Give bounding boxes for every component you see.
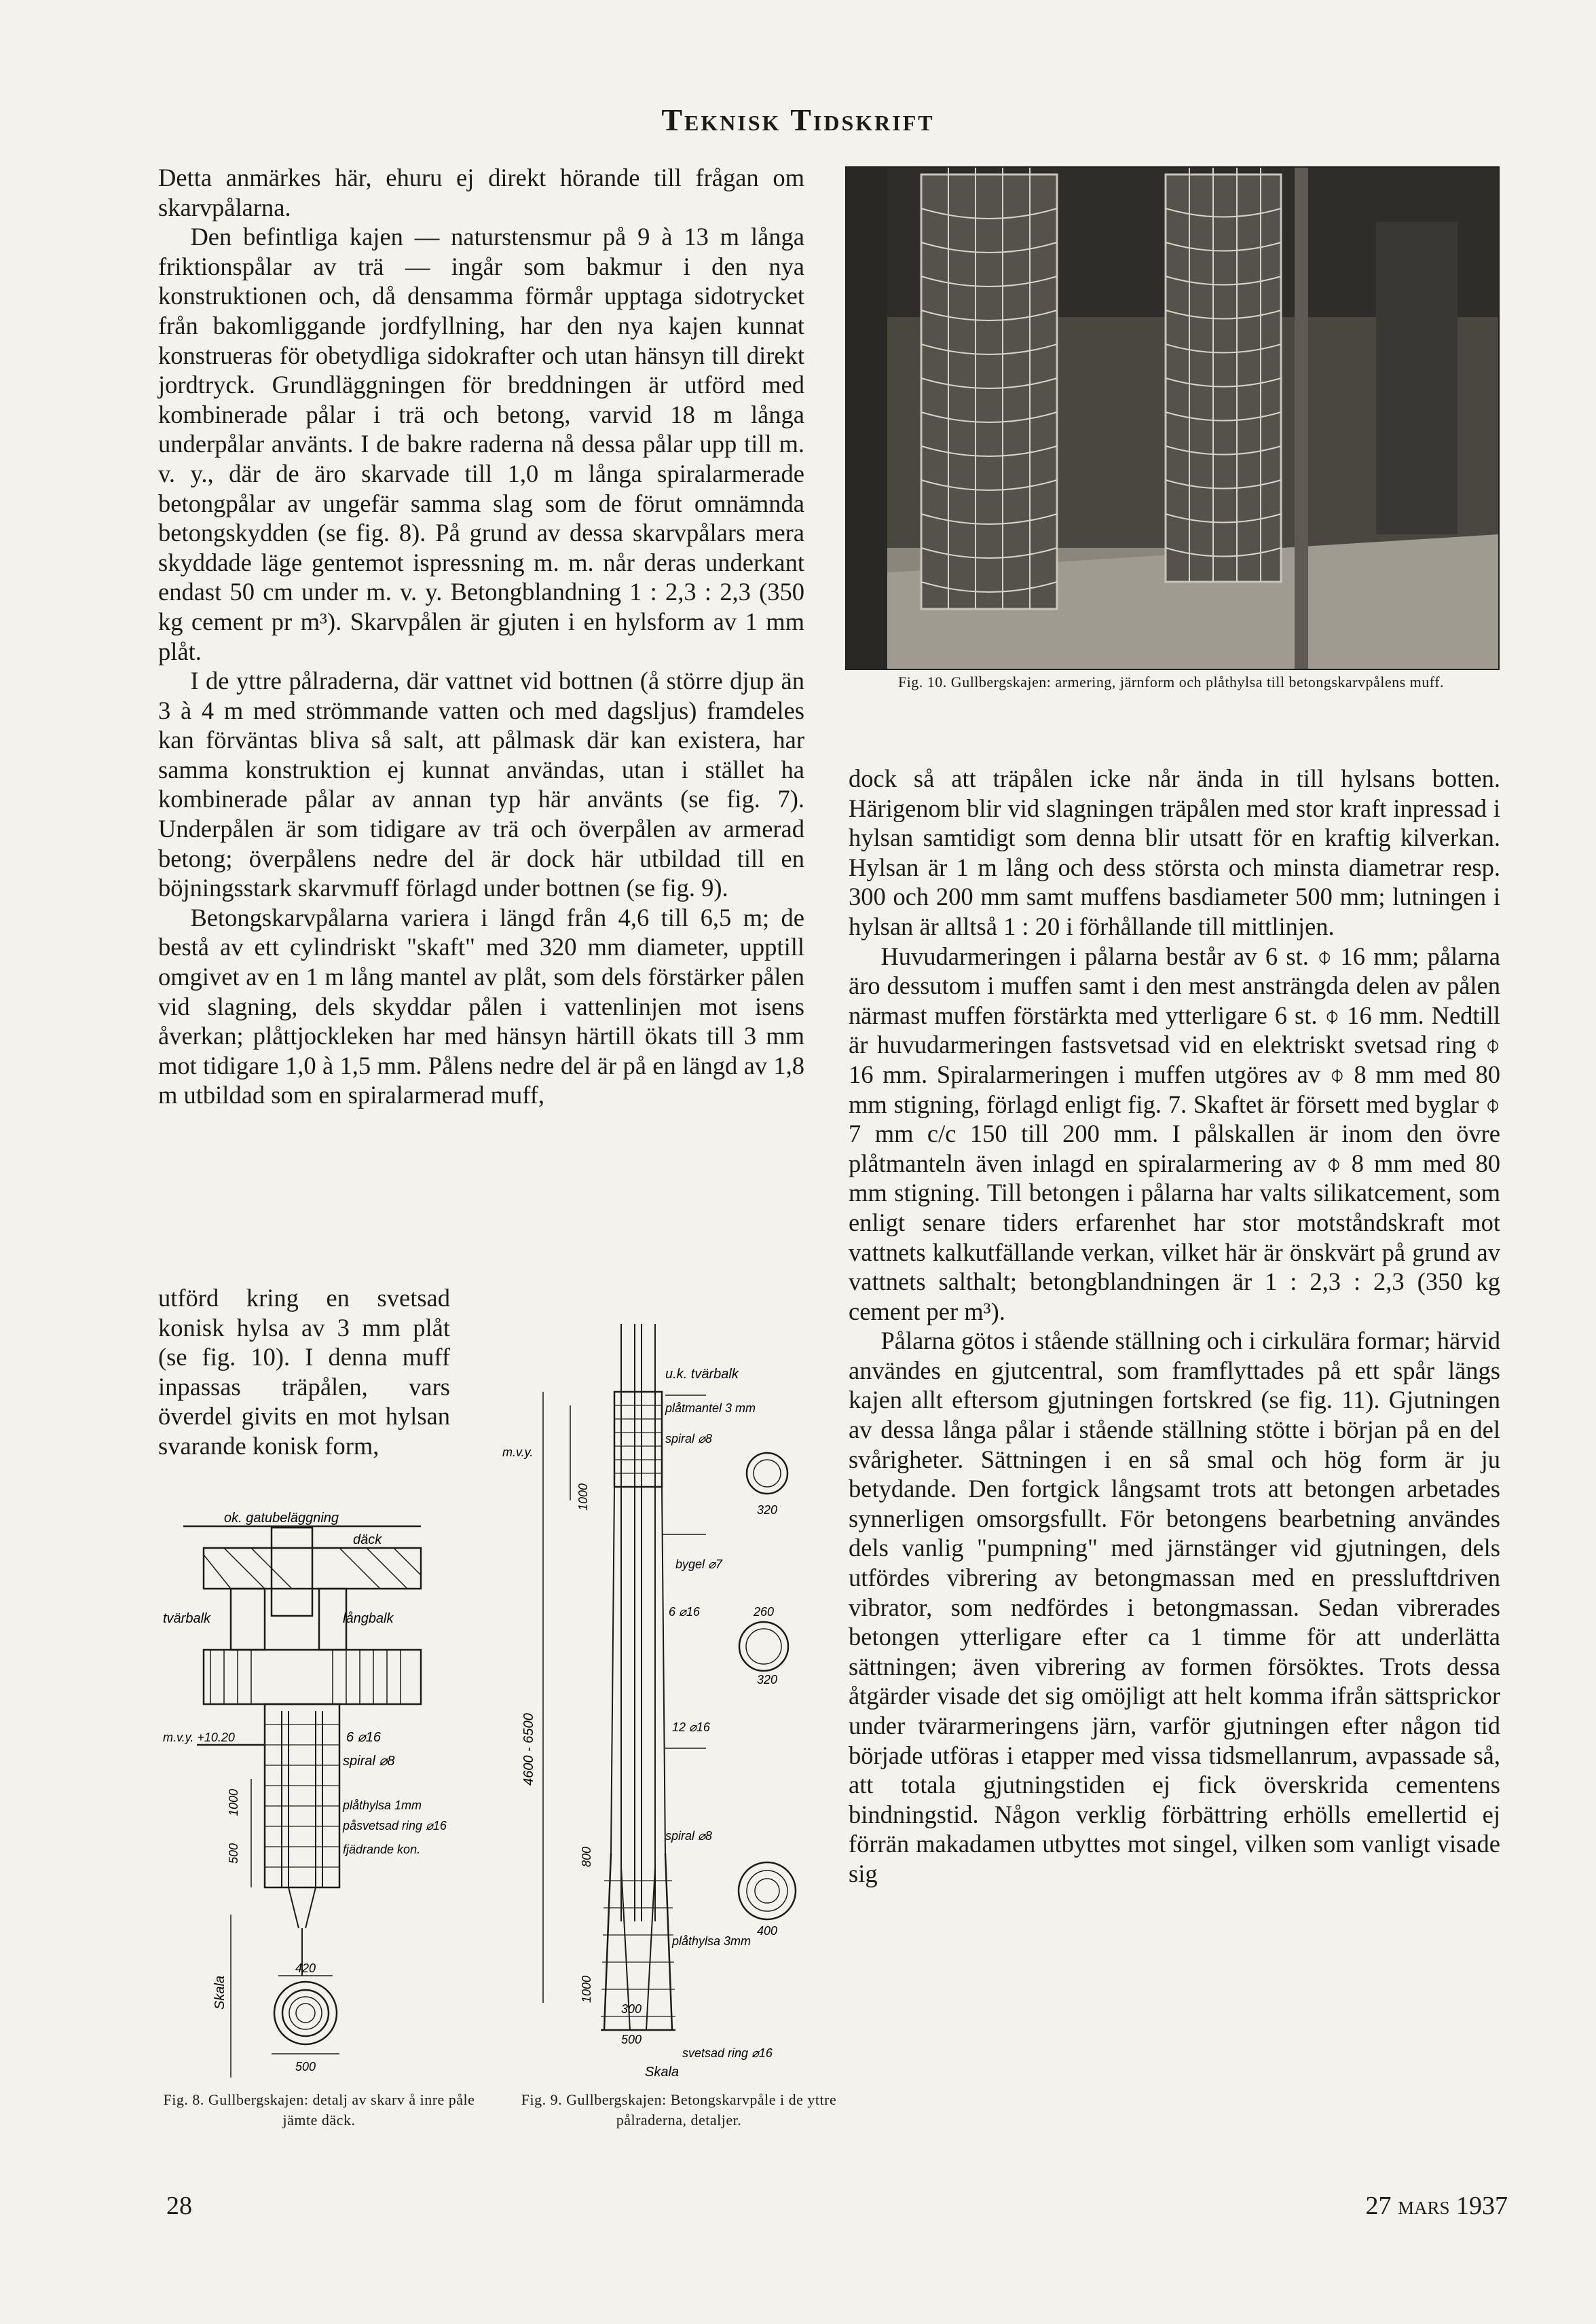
label-mvy: m.v.y. +10.20 xyxy=(163,1731,235,1744)
label-spiral: spiral ⌀8 xyxy=(343,1754,395,1769)
wrap-text: utförd kring en svetsad konisk hylsa av 3 mm plåt (se fig. 10). I denna muff inpassas träpålen, vars överdel givits en mot hylsan svarande konisk form, xyxy=(158,1284,450,1460)
label-scale: Skala xyxy=(645,2065,680,2080)
label-d400: 400 xyxy=(757,1924,778,1938)
label-d320: 320 xyxy=(757,1503,778,1517)
figure-caption-fig8: Fig. 8. Gullbergskajen: detalj av skarv å inre påle jämte däck. xyxy=(163,2091,475,2128)
label-bygel: bygel ⌀7 xyxy=(675,1557,722,1571)
label-d300: 300 xyxy=(621,2002,642,2016)
label-d1000b: 1000 xyxy=(580,1975,593,2003)
paragraph: Huvudarmeringen i pålarna består av 6 st. ⌽ 16 mm; pålarna äro dessutom i muffen samt i den mest ansträngda delen av pålen närmast muffen förstärkta med ytterligare 6 st. ⌽ 16 mm. Nedtill är huvudarmeringen fastsvetsad vid en elektriskt svetsad ring ⌽ 16 mm. Spiralarmeringen i muffen utgöres av ⌽ 8 mm med 80 mm stigning, förlagd enligt fig. 7. Skaftet är försett med byglar ⌽ 7 mm c/c 150 till 200 mm. I pålskallen är inom den övre plåtmanteln även inlagd en spiralarmering av ⌽ 8 mm med 80 mm stigning. Till betongen i pålarna har valts silikatcement, som enligt senare tiders erfarenhet har stor motståndskraft mot vattnets kalkutfällande verkan, vilket här är önskvärt på grund av vattnets salthalt; betongblandningen är 1 : 2,3 : 2,3 (350 kg cement per m³). xyxy=(849,942,1500,1325)
paragraph: I de yttre pålraderna, där vattnet vid bottnen (å större djup än 3 à 4 m med strömmande vatten och med dagsljus) framdeles kan förväntas bliva så salt, att pålmask där kan existera, har samma konstruktion ej kunnat användas, utan i stället ha kombinerade pålar av annan typ här använts (se fig. 7). Underpålen är som tidigare av trä och överpålen av armerad betong; överpålens nedre del är dock här utbildad till en böjningsstark skarvmuff förlagd under bottnen (se fig. 9). xyxy=(158,667,804,902)
label-total: 4600 - 6500 xyxy=(521,1713,536,1786)
label-bars: 6 ⌀16 xyxy=(346,1730,381,1745)
photograph-fig10 xyxy=(845,166,1500,670)
label-uk: u.k. tvärbalk xyxy=(665,1367,739,1382)
label-deck: däck xyxy=(353,1532,382,1547)
page-number: 28 xyxy=(166,2192,192,2220)
label-taper: fjädrande kon. xyxy=(343,1843,421,1856)
label-dia500: 500 xyxy=(295,2060,316,2073)
label-sleeve: plåthylsa 1mm xyxy=(343,1799,422,1812)
label-weld-ring: påsvetsad ring ⌀16 xyxy=(343,1819,447,1832)
label-mvy: m.v.y. xyxy=(502,1445,534,1459)
label-top: ok. gatubeläggning xyxy=(224,1511,339,1526)
label-spiral-bot: spiral ⌀8 xyxy=(665,1829,712,1843)
technical-drawing-fig8 xyxy=(163,1507,475,2084)
photo-illustration xyxy=(847,168,1498,669)
paragraph: Betongskarvpålarna variera i längd från 4,6 till 6,5 m; de bestå av ett cylindriskt "skaft" med 320 mm diameter, upptill omgivet av en 1 m lång mantel av plåt, som dels förstärker pålen vid slagning, dels skyddar pålen i vattenlinjen mot isens åverkan; plåttjockleken har med hänsyn härtill ökats till 3 mm mot tidigare 1,0 à 1,5 mm. Pålens nedre del är på en längd av 1,8 m utbildad som en spiralarmerad muff, xyxy=(158,903,804,1109)
right-text-column xyxy=(849,764,1500,1889)
figure-caption-fig10: Fig. 10. Gullbergskajen: armering, järnform och plåthylsa till betongskarvpålens muff. xyxy=(897,674,1445,690)
label-weld: svetsad ring ⌀16 xyxy=(682,2046,773,2060)
label-d260: 260 xyxy=(754,1605,775,1619)
label-bars12: 12 ⌀16 xyxy=(672,1720,710,1734)
label-longbeam: långbalk xyxy=(343,1611,394,1626)
issue-date: 27 mars 1937 xyxy=(1365,2192,1508,2220)
figure-caption-fig9: Fig. 9. Gullbergskajen: Betongskarvpåle i de yttre pålraderna, detaljer. xyxy=(521,2091,837,2128)
fig9-svg xyxy=(502,1324,835,2084)
label-d800: 800 xyxy=(580,1846,593,1867)
label-dim2: 500 xyxy=(227,1843,240,1864)
label-scale: Skala xyxy=(212,1975,227,2010)
label-mantel: plåtmantel 3 mm xyxy=(665,1401,756,1415)
label-d1000: 1000 xyxy=(576,1483,590,1511)
label-dim1: 1000 xyxy=(227,1788,240,1816)
left-text-column xyxy=(158,163,804,1110)
paragraph: Pålarna götos i stående ställning och i cirkulära formar; härvid användes en gjutcentral, som framflyttades på ett spår längs kajen allt eftersom gjutningen fortskred (se fig. 11). Gjutningen av dessa långa pålar i stående ställning stötte i början på en del svårigheter. Sättningen i en så smal och hög form är ju betydande. Den fortgick långsamt trots att betongen arbetades synnerligen omsorgsfullt. För betongens bearbetning användes dels vanlig "pumpning" med järnstänger vid gjutningen, dels utfördes vibrering av betongmassan med en pressluftdriven vibrator, som nedfördes i betongmassan. Sedan vibrerades betongen ytterligare efter ca 1 timme för att underlätta sättningen; även vibrering av formen försöktes. Trots dessa åtgärder visade det sig omöjligt att helt komma ifrån sättsprickor under tvärarmeringens järn, varför gjutningen efter någon tid började utföras i etapper med vissa tidsmellanrum, avpassade så, att totala gjutningstiden ej fick överskrida cementens bindningstid. Någon verklig förbättring erhölls emellertid ej förrän makadamen utbyttes mot singel, vilken som vanligt visade sig xyxy=(849,1327,1500,1887)
label-bars6: 6 ⌀16 xyxy=(669,1605,700,1619)
technical-drawing-fig9 xyxy=(502,1324,835,2084)
paragraph: dock så att träpålen icke når ända in till hylsans botten. Härigenom blir vid slagningen träpålen med stor kraft inpressad i hylsan samtidigt som denna blir utsatt för en kraftig kilverkan. Hylsan är 1 m lång och dess största och minsta diametrar resp. 300 och 200 mm samt muffens basdiameter 500 mm; lutningen i hylsan är alltså 1 : 20 i förhållande till mittlinjen. xyxy=(849,764,1500,940)
fig8-svg xyxy=(163,1507,475,2084)
label-d500: 500 xyxy=(621,2033,642,2046)
label-dia420: 420 xyxy=(295,1961,316,1975)
journal-title: Teknisk Tidskrift xyxy=(661,103,935,137)
paragraph: Detta anmärkes här, ehuru ej direkt hörande till frågan om skarvpålarna. xyxy=(158,164,804,221)
label-crossbeam: tvärbalk xyxy=(163,1611,211,1626)
label-d320b: 320 xyxy=(757,1673,778,1686)
label-sleeve: plåthylsa 3mm xyxy=(672,1934,751,1948)
paragraph: Den befintliga kajen — naturstensmur på 9 à 13 m långa friktionspålar av trä — ingår som bakmur i den nya konstruktionen och, då densamma förmår upptaga sidotrycket från bakomliggande jordfyllning, har den nya kajen kunnat konstrueras för obetydliga sidokrafter och utan hänsyn till direkt jordtryck. Grundläggningen för breddningen är utförd med kombinerade pålar i trä och betong, varvid 18 m långa underpålar använts. I de bakre raderna nå dessa pålar upp till m. v. y., där de äro skarvade till 1,0 m långa spiralarmerade betongpålar av ungefär samma slag som de förut omnämnda betongskydden (se fig. 8). På grund av dessa skarvpålars mera skyddade läge gentemot ispressning m. m. når deras underkant endast 50 cm under m. v. y. Betongblandning 1 : 2,3 : 2,3 (350 kg cement pr m³). Skarvpålen är gjuten i en hylsform av 1 mm plåt. xyxy=(158,223,804,665)
label-spiral-top: spiral ⌀8 xyxy=(665,1432,712,1445)
